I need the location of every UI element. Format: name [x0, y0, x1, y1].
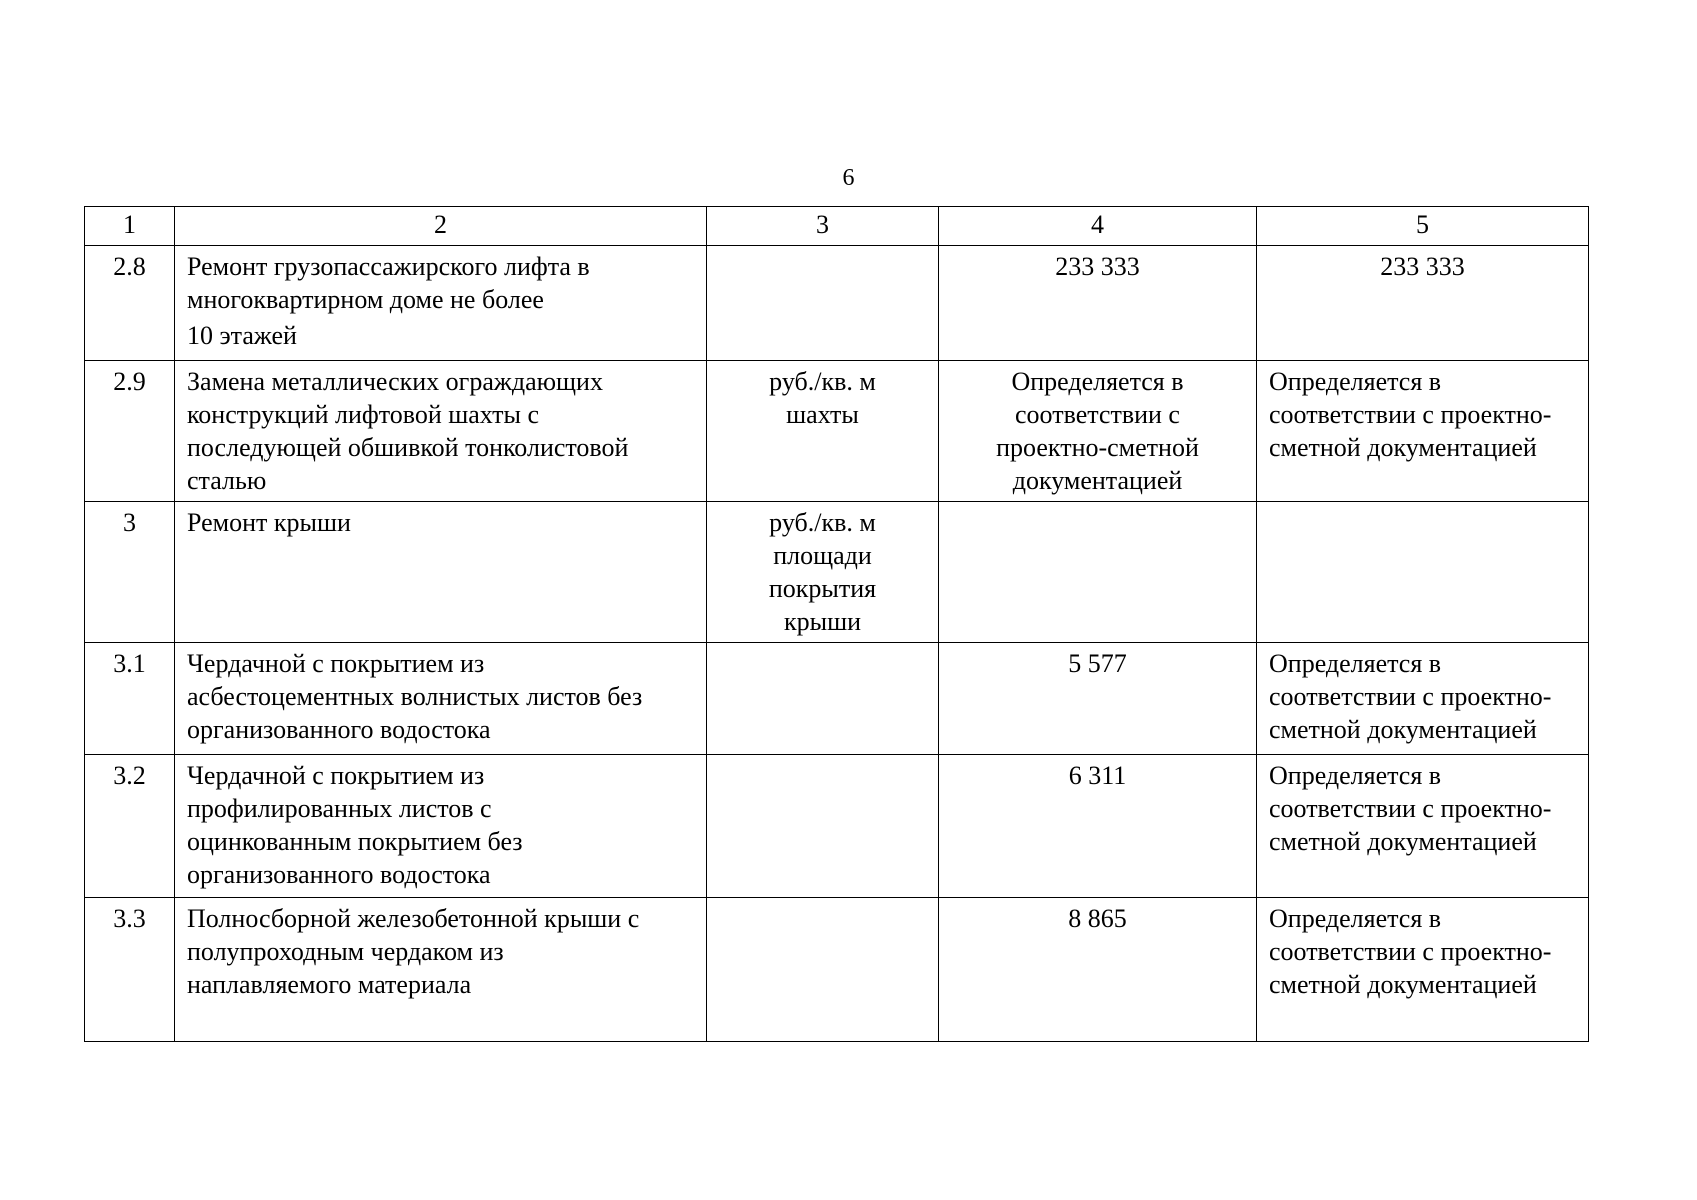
column-header: 3	[707, 207, 939, 246]
col4-value: 6 311	[939, 755, 1257, 898]
row-number: 3	[85, 502, 175, 643]
work-name: Полносборной железобетонной крыши с полупроходным чердаком из наплавляемого материала	[175, 898, 707, 1042]
unit-cell	[707, 755, 939, 898]
row-number: 2.9	[85, 361, 175, 502]
work-name: Замена металлических ограждающих конструкций лифтовой шахты с последующей обшивкой тонколистовой сталью	[175, 361, 707, 502]
col5-value: Определяется в соответствии с проектно- сметной документацией	[1257, 361, 1589, 502]
col5-value: Определяется в соответствии с проектно- сметной документацией	[1257, 898, 1589, 1042]
table-row	[85, 643, 1589, 755]
page-number: 6	[842, 165, 855, 191]
table-row	[85, 246, 1589, 361]
unit-cell: руб./кв. м площади покрытия крыши	[707, 502, 939, 643]
column-header: 2	[175, 207, 707, 246]
col5-value: Определяется в соответствии с проектно- сметной документацией	[1257, 643, 1589, 755]
table-row	[85, 755, 1589, 898]
unit-cell	[707, 898, 939, 1042]
unit-cell: руб./кв. м шахты	[707, 361, 939, 502]
col5-value: 233 333	[1257, 246, 1589, 361]
col4-value: 8 865	[939, 898, 1257, 1042]
unit-cell	[707, 246, 939, 361]
row-number: 2.8	[85, 246, 175, 361]
col4-value	[939, 502, 1257, 643]
table-row	[85, 898, 1589, 1042]
work-name: Чердачной с покрытием из асбестоцементных волнистых листов без организованного водостока	[175, 643, 707, 755]
col4-value: 5 577	[939, 643, 1257, 755]
row-number: 3.1	[85, 643, 175, 755]
table-header-row	[85, 207, 1589, 246]
works-cost-table	[84, 206, 1589, 1042]
table-row	[85, 502, 1589, 643]
col4-value: Определяется в соответствии с проектно-сметной документацией	[939, 361, 1257, 502]
table-row	[85, 361, 1589, 502]
row-number: 3.3	[85, 898, 175, 1042]
work-name: Ремонт крыши	[175, 502, 707, 643]
work-name: Ремонт грузопассажирского лифта в многоквартирном доме не более 10 этажей	[175, 246, 707, 361]
column-header: 4	[939, 207, 1257, 246]
unit-cell	[707, 643, 939, 755]
column-header: 1	[85, 207, 175, 246]
col5-value	[1257, 502, 1589, 643]
row-number: 3.2	[85, 755, 175, 898]
column-header: 5	[1257, 207, 1589, 246]
work-name: Чердачной с покрытием из профилированных листов с оцинкованным покрытием без организованного водостока	[175, 755, 707, 898]
col5-value: Определяется в соответствии с проектно- сметной документацией	[1257, 755, 1589, 898]
col4-value: 233 333	[939, 246, 1257, 361]
